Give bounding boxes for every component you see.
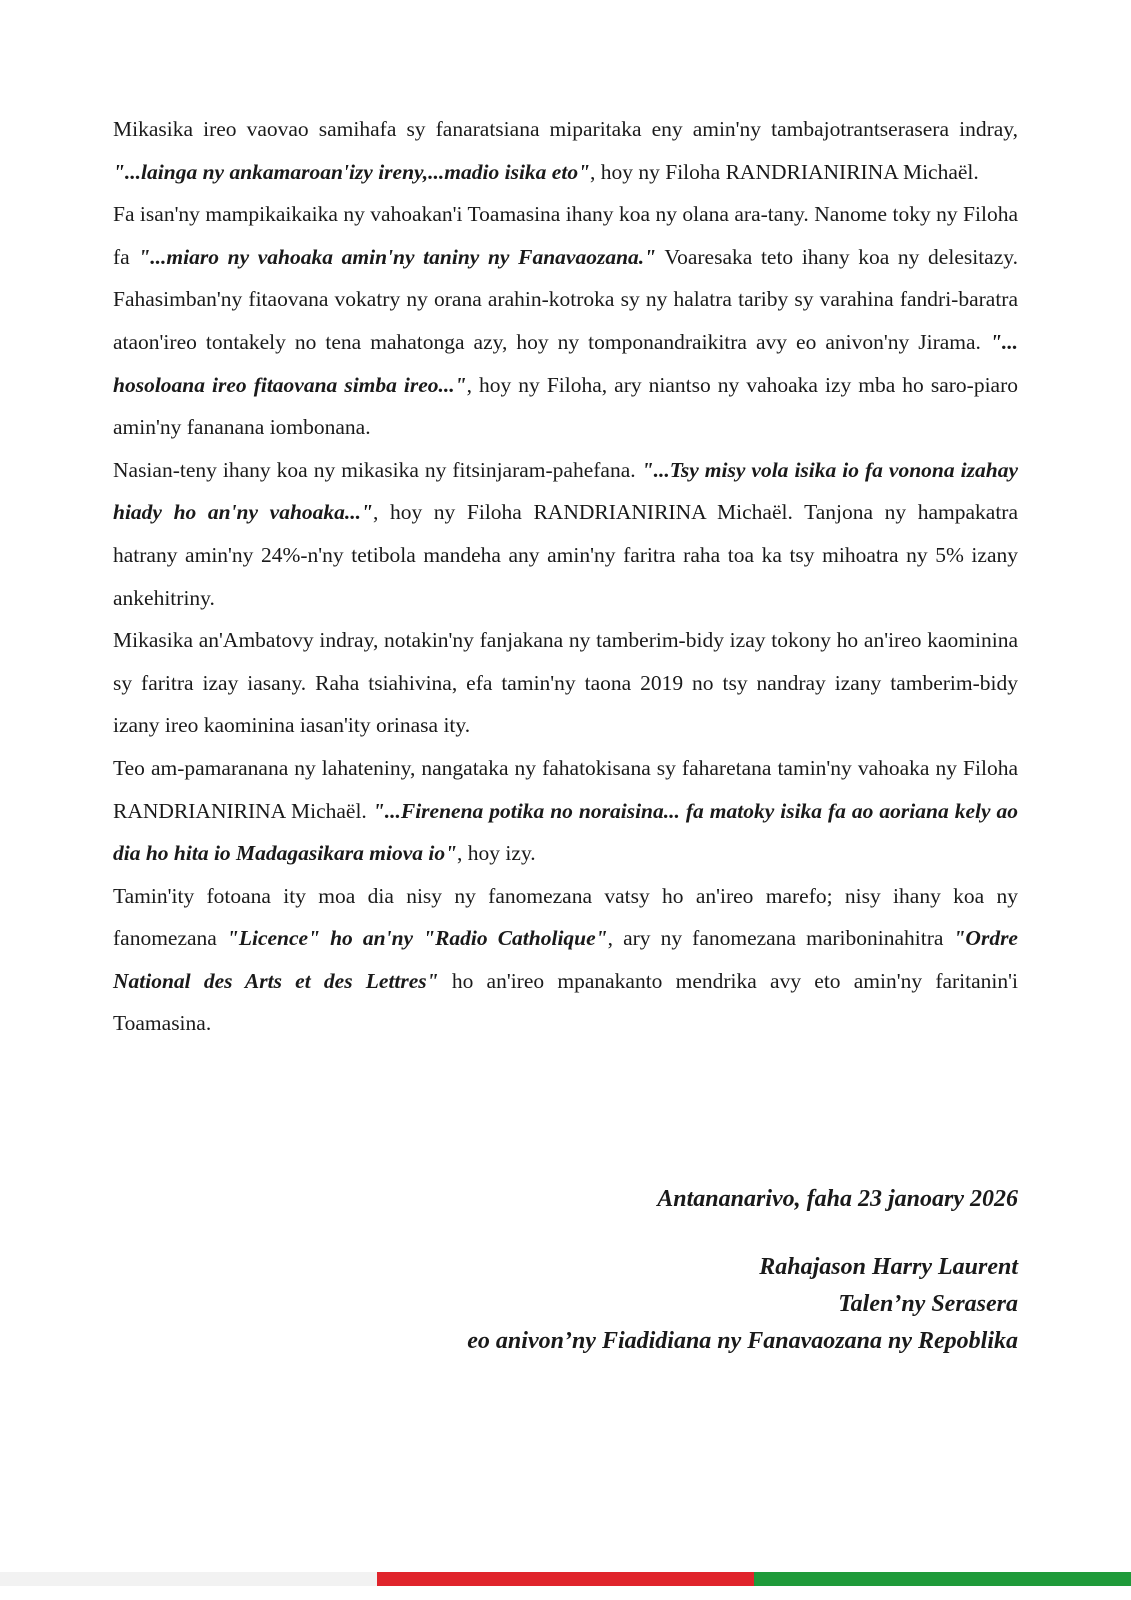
paragraph-text: Fa isan'ny mampikaikaika ny vahoakan'i Toamasina ihany koa ny olana ara-tany. Nanome toky ny Filoha fa <box>113 202 1018 269</box>
signatory-role: Talen’ny Serasera <box>838 1291 1018 1317</box>
quote-text: "Licence" ho an'ny "Radio Catholique" <box>226 926 608 951</box>
paragraph <box>113 108 1018 193</box>
signatory-name: Rahajason Harry Laurent <box>759 1254 1018 1280</box>
paragraph-text: , hoy ny Filoha, ary niantso ny vahoaka izy mba ho saro-piaro amin'ny fananana iombonana. <box>113 372 1018 440</box>
paragraph-text: Teo am-pamaranana ny lahateniny, nangataka ny fahatokisana sy faharetana tamin'ny vahoaka ny Filoha RANDRIANIRINA Michaël. <box>113 755 1018 823</box>
paragraph <box>113 619 1018 747</box>
quote-text: "...Firenena potika no noraisina... fa matoky isika fa ao aoriana kely ao dia ho hita io Madagasikara miova io" <box>113 798 1018 866</box>
paragraph-text: Mikasika an'Ambatovy indray, notakin'ny fanjakana ny tamberim-bidy izay tokony ho an'ireo kaominina sy faritra izay iasany. Raha tsiahivina, efa tamin'ny taona 2019 no tsy nandray izany tamberim-bidy izany ireo kaominina iasan'ity orinasa ity. <box>113 628 1018 738</box>
quote-text: "...Tsy misy vola isika io fa vonona izahay hiady ho an'ny vahoaka..." <box>113 457 1018 525</box>
paragraph <box>113 193 1018 449</box>
paragraph-text: Tamin'ity fotoana ity moa dia nisy ny fanomezana vatsy ho an'ireo marefo; nisy ihany koa ny fanomezana <box>113 883 1018 951</box>
quote-text: "...lainga ny ankamaroan'izy ireny,...madio isika eto" <box>113 159 590 184</box>
paragraph-text: Nasian-teny ihany koa ny mikasika ny fitsinjaram-pahefana. <box>113 457 642 482</box>
paragraph <box>113 875 1018 1045</box>
paragraph-text: , hoy ny Filoha RANDRIANIRINA Michaël. <box>590 159 979 184</box>
paragraph <box>113 747 1018 875</box>
paragraph-text: , ary ny fanomezana mariboninahitra <box>607 926 954 951</box>
signatory-affiliation: eo anivon’ny Fiadidiana ny Fanavaozana ny Repoblika <box>467 1328 1018 1354</box>
paragraph-text: Mikasika ireo vaovao samihafa sy fanaratsiana miparitaka eny amin'ny tambajotrantserasera indray, <box>113 117 1018 141</box>
footer-bar-red <box>377 1572 754 1586</box>
paragraph-text: , hoy ny Filoha RANDRIANIRINA Michaël. Tanjona ny hampakatra hatrany amin'ny 24%-n'ny tetibola mandeha any amin'ny faritra raha toa ka tsy mihoatra ny 5% izany ankehitriny. <box>113 500 1018 610</box>
quote-text: "... hosoloana ireo fitaovana simba ireo..." <box>113 329 1018 397</box>
paragraph-text: Voaresaka teto ihany koa ny delesitazy. Fahasimban'ny fitaovana vokatry ny orana arahin-kotroka sy ny halatra tariby sy varahina fandri-baratra ataon'ireo tontakely no tena mahatonga azy, hoy ny tomponandraikitra avy eo anivon'ny Jirama. <box>113 244 1018 354</box>
quote-text: "Ordre National des Arts et des Lettres" <box>113 926 1018 993</box>
signature-block <box>467 1183 1018 1360</box>
paragraph <box>113 449 1018 619</box>
quote-text: "...miaro ny vahoaka amin'ny taniny ny Fanavaozana." <box>138 244 657 269</box>
footer-flag-bar <box>0 1572 1131 1586</box>
place-date: Antananarivo, faha 23 janoary 2026 <box>657 1186 1018 1212</box>
paragraph-text: , hoy izy. <box>457 841 536 866</box>
footer-bar-green <box>754 1572 1131 1586</box>
paragraph-text: ho an'ireo mpanakanto mendrika avy eto amin'ny faritanin'i Toamasina. <box>113 968 1018 1036</box>
footer-bar-white <box>0 1572 377 1586</box>
article-body <box>113 108 1018 1045</box>
